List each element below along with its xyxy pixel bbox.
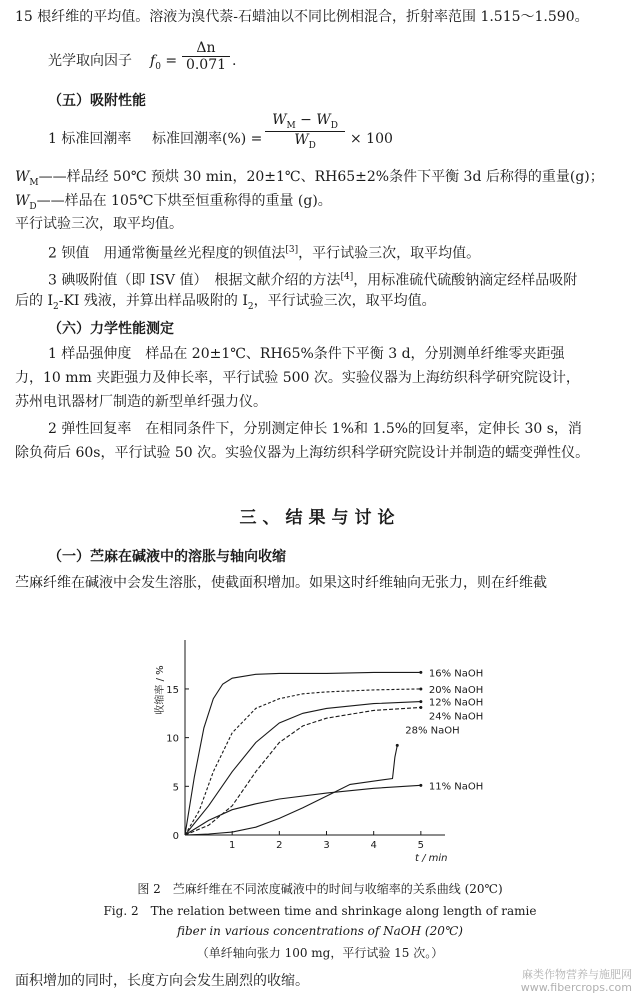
x-axis-label: t / min — [415, 853, 448, 864]
paragraph-final: 面积增加的同时，长度方向会发生剧烈的收缩。 — [15, 973, 309, 989]
mechanical-item2-line2: 除负荷后 60s，平行试验 50 次。实验仪器为上海纺织科学研究院设计并制造的蠕变弹性仪。 — [15, 445, 590, 461]
barium-value-item: 2 钡值 用通常衡量丝光程度的钡值法[3]，平行试验三次，取平均值。 — [48, 245, 481, 262]
figure-caption-english-1: Fig. 2 The relation between time and shrinkage along length of ramie — [103, 904, 537, 918]
series-label: 16% NaOH — [428, 668, 484, 680]
figure-caption-chinese: 图 2 苎麻纤维在不同浓度碱液中的时间与收缩率的关系曲线 (20℃) — [137, 882, 503, 896]
series-label: 11% NaOH — [428, 781, 484, 793]
series-end-point — [396, 744, 399, 747]
moisture-regain-fraction: $\frac{W_M - W_D}{W_D}$ — [265, 112, 345, 151]
moisture-regain-formula-lhs: 标准回潮率(%) = — [152, 131, 263, 147]
y-tick-label: 5 — [172, 782, 179, 794]
series-line — [185, 785, 421, 835]
paragraph-repeat: 平行试验三次，取平均值。 — [15, 216, 183, 232]
series-line — [185, 707, 421, 835]
x-tick-label: 2 — [276, 840, 283, 851]
x-tick-label: 4 — [370, 840, 377, 851]
y-tick-label: 10 — [166, 733, 179, 745]
series-label: 24% NaOH — [428, 711, 484, 723]
definition-wm: $W_M——$样品经 50℃ 预烘 30 min，20±1℃、RH65±2%条件下平衡 3d 后称得的重量(g)； — [15, 169, 604, 188]
series-end-point — [419, 671, 422, 674]
paragraph-refractive-index: 15 根纤维的平均值。溶液为溴代萘-石蜡油以不同比例相混合，折射率范围 1.515～1.590。 — [15, 9, 589, 25]
series-label: 28% NaOH — [405, 725, 460, 737]
section-heading-results: 三、结果与讨论 — [239, 508, 401, 528]
mechanical-item1-line3: 苏州电讯器材厂制造的新型单纤强力仪。 — [15, 394, 267, 410]
section-heading-mechanical: （六）力学性能测定 — [48, 321, 174, 337]
x-tick-label: 5 — [417, 840, 425, 851]
shrinkage-chart — [140, 625, 520, 870]
mechanical-item1-line2: 力，10 mm 夹距强力及伸长率，平行试验 500 次。实验仪器为上海纺织科学研究院设计， — [15, 370, 580, 386]
series-line — [185, 745, 397, 835]
subsection-heading-swelling: （一）苎麻在碱液中的溶胀与轴向收缩 — [48, 549, 286, 565]
site-watermark: 麻类作物营养与施肥网 www.fibercrops.com — [520, 968, 632, 994]
section-heading-adsorption: （五）吸附性能 — [48, 93, 146, 109]
orientation-factor-symbol: $f_0$ = — [150, 53, 178, 72]
series-end-point — [419, 784, 422, 787]
orientation-factor-label: 光学取向因子 — [48, 53, 132, 69]
series-line — [185, 689, 421, 835]
x-tick-label: 1 — [228, 840, 236, 851]
series-end-point — [419, 700, 422, 703]
mechanical-item1-line1: 1 样品强伸度 样品在 20±1℃、RH65%条件下平衡 3 d，分别测单纤维零夹距强 — [48, 346, 565, 362]
y-axis-label: 收缩率 / % — [155, 665, 166, 715]
series-end-point — [419, 706, 422, 709]
mechanical-item2-line1: 2 弹性回复率 在相同条件下，分别测定伸长 1%和 1.5%的回复率，定伸长 30 s，消 — [48, 421, 582, 437]
iodine-value-item: 3 碘吸附值（即 ISV 值） 根据文献介绍的方法[4]，用标准硫代硫酸钠滴定经样品吸附 — [48, 272, 578, 289]
orientation-factor-end: . — [232, 53, 237, 69]
iodine-value-item-line2: 后的 $I_2-KI$ 残液，并算出样品吸附的 $I_2$，平行试验三次，取平均值。 — [15, 293, 436, 312]
series-line — [185, 672, 421, 835]
y-tick-label: 15 — [166, 684, 179, 696]
y-tick-label: 0 — [172, 831, 179, 842]
series-label: 12% NaOH — [428, 697, 484, 709]
figure-caption-note: （单纤轴向张力 100 mg，平行试验 15 次。） — [196, 946, 444, 960]
series-end-point — [419, 687, 422, 690]
definition-wd: $W_D——$样品在 105℃下烘至恒重称得的重量 (g)。 — [15, 193, 332, 212]
moisture-regain-label: 1 标准回潮率 — [48, 131, 132, 147]
series-label: 20% NaOH — [428, 684, 484, 696]
paragraph-swelling: 苎麻纤维在碱液中会发生溶胀，使截面积增加。如果这时纤维轴向无张力，则在纤维截 — [15, 575, 547, 591]
moisture-regain-times: × 100 — [350, 131, 393, 147]
orientation-factor-fraction: $\frac{\Delta n}{0.071}$ — [182, 40, 230, 73]
figure-caption-english-2: fiber in various concentrations of NaOH (20℃) — [177, 924, 463, 938]
x-tick-label: 3 — [323, 840, 330, 851]
